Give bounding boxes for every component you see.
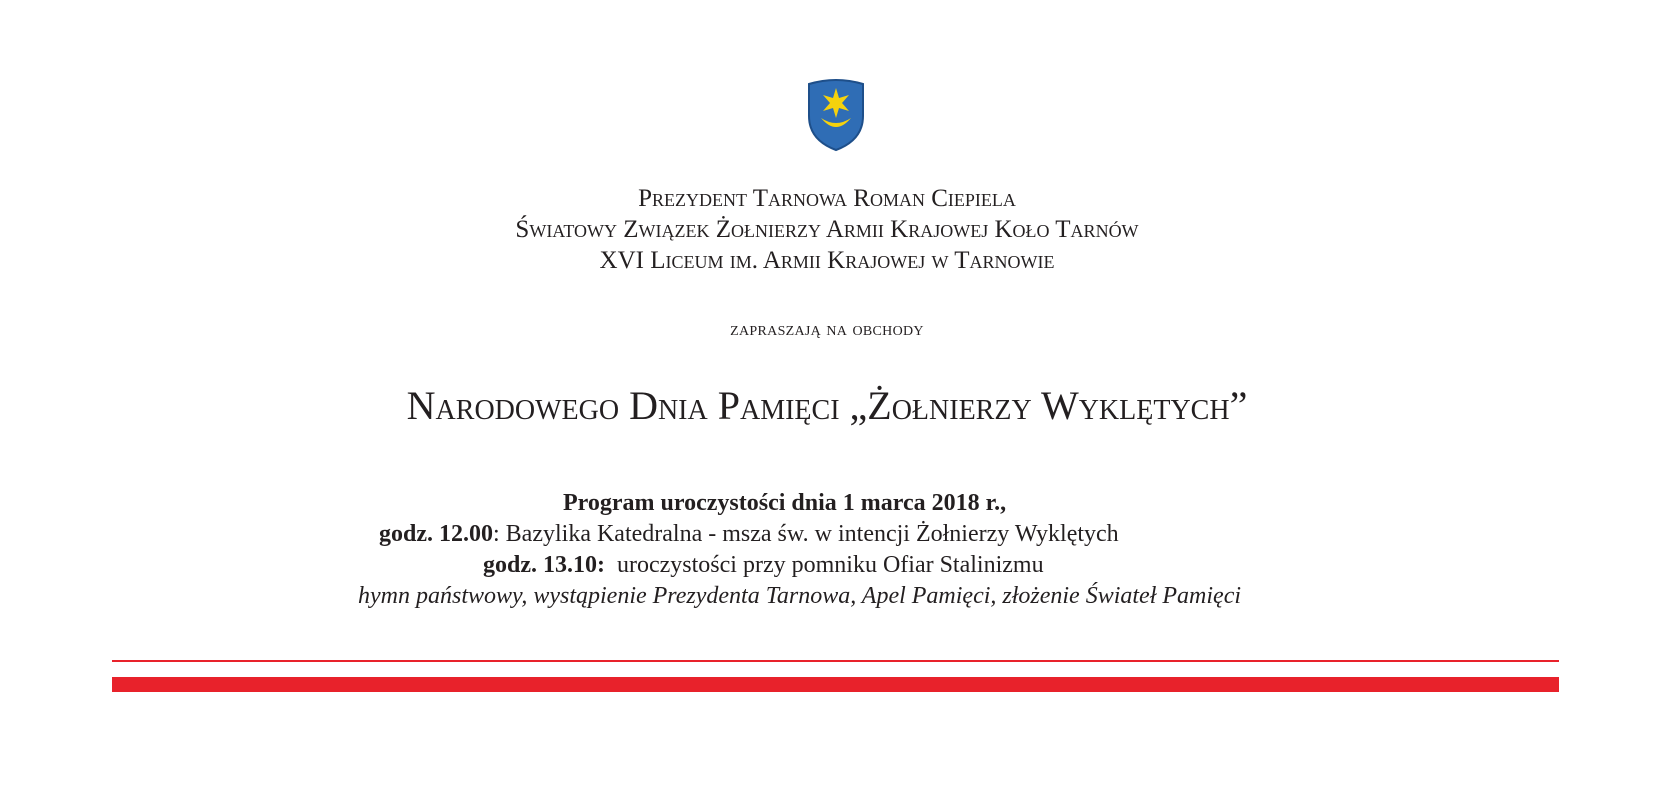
program-details-text: hymn państwowy, wystąpienie Prezydenta Tarnowa, Apel Pamięci, złożenie Świateł Pamięci <box>358 583 1242 609</box>
program-details <box>358 581 1241 612</box>
program-item-description: uroczystości przy pomniku Ofiar Stalinizmu <box>605 552 1044 578</box>
organizer-line: XVI Liceum im. Armii Krajowej w Tarnowie <box>599 247 1055 274</box>
program-heading <box>563 488 1006 519</box>
program-item-description: : Bazylika Katedralna - msza św. w intencji Żołnierzy Wyklętych <box>493 521 1119 547</box>
organizer-line: Prezydent Tarnowa Roman Ciepiela <box>638 185 1016 212</box>
organizers-block <box>0 183 1654 276</box>
program-item-time: godz. 13.10: <box>483 552 605 578</box>
invitation-text: zapraszają na obchody <box>730 318 924 340</box>
program-heading-text: Program uroczystości dnia 1 marca 2018 r., <box>563 490 1007 516</box>
event-title: Narodowego Dnia Pamięci „Żołnierzy Wyklętych” <box>406 383 1248 428</box>
organizer-line: Światowy Związek Żołnierzy Armii Krajowej Koło Tarnów <box>515 216 1139 243</box>
program-item <box>483 550 1044 581</box>
program-item <box>379 519 1119 550</box>
red-divider-thick <box>112 677 1559 692</box>
tarnow-coat-of-arms-icon <box>805 78 867 152</box>
red-divider-thin <box>112 660 1559 662</box>
program-item-time: godz. 12.00 <box>379 521 493 547</box>
